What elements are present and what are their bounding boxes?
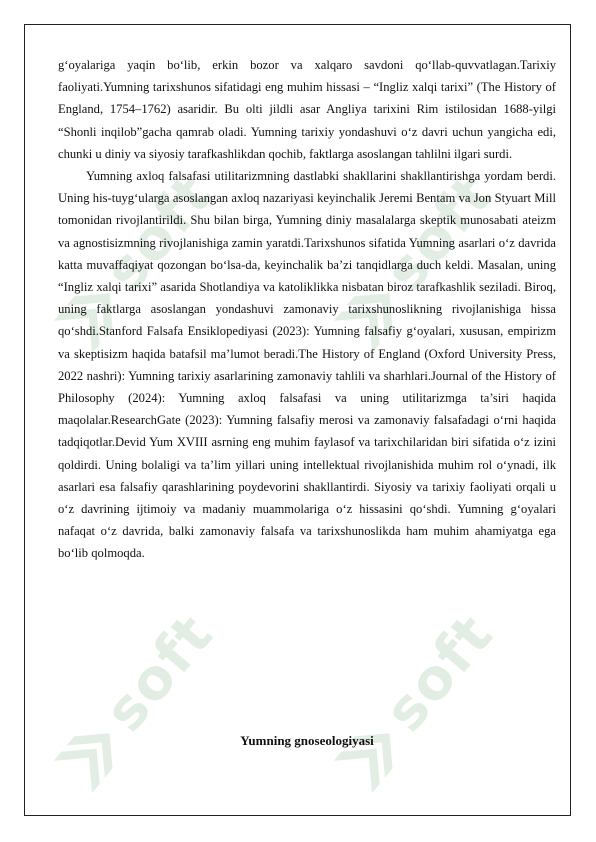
watermark-text: soft [372,601,507,744]
paragraph-1: g‘oyalariga yaqin bo‘lib, erkin bozor va xalqaro savdoni qo‘llab-quvvatlagan.Tarixiy faoliyati.Yumning tarixshunos sifatidagi eng muhim hissasi – “Ingliz xalqi tarixi” (The History of England, 1754–1762) asaridir. Bu olti jildli asar Angliya tarixini Rim istilosidan 1688-yilgi “Shonli inqilob”gacha qamrab oladi. Yumning tarixiy yondashuvi o‘z davri uchun yangicha edi, chunki u diniy va siyosiy tarafkashlikdan qochib, faktlarga asoslangan tahlilni ilgari surdi. [58,58,556,161]
watermark-text: soft [372,161,507,304]
watermark-text: soft [92,161,227,304]
paragraph-2: Yumning axloq falsafasi utilitarizmning dastlabki shakllarini shakllantirishga yordam berdi. Uning his-tuyg‘ularga asoslangan axloq nazariyasi keyinchalik Jeremi Bentam va Jon Styuart Mill tomonidan rivojlantirildi. Shu bilan birga, Yumning diniy masalalarga skeptik munosabati ateizm va agnostisizmning rivojlanishiga zamin yaratdi.Tarixshunos sifatida Yumning asarlari o‘z davrida katta muvaffaqiyat qozongan bo‘lsa-da, keyinchalik ba’zi tanqidlarga duch keldi. Masalan, uning “Ingliz xalqi tarixi” asarida Shotlandiya va katoliklikka nisbatan biroz tarafkashlik seziladi. Biroq, uning faktlarga asoslangan yondashuvi zamonaviy tarixshunoslikning rivojlanishiga hissa qo‘shdi.Stanford Falsafa Ensiklopediyasi (2023): Yumning falsafiy g‘oyalari, xususan, empirizm va skeptisizm haqida batafsil ma’lumot beradi.The History of England (Oxford University Press, 2022 nashri): Yumning tarixiy asarlarining zamonaviy tahlili va sharhlari.Journal of the History of Philosophy (2024): Yumning axloq falsafasi va uning utilitarizmga ta’siri haqida maqolalar.ResearchGate (2023): Yumning falsafiy merosi va zamonaviy falsafadagi o‘rni haqida tadqiqotlar.Devid Yum XVIII asrning eng muhim faylasof va tarixchilaridan biri sifatida o‘z izini qoldirdi. Uning bolaligi va ta’lim yillari uning intellektual rivojlanishida muhim rol o‘ynadi, ilk asarlari esa falsafiy qarashlarining poydevorini shakllantirdi. Siyosiy va tarixiy faoliyati orqali u o‘z davrining ijtimoiy va madaniy muammolariga o‘z hissasini qo‘shdi. Yumning g‘oyalari nafaqat o‘z davrida, balki zamonaviy falsafa va tarixshunoslikda ham muhim ahamiyatga ega bo‘lib qolmoqda. [58,169,556,561]
document-body [58,54,556,565]
watermark-text: soft [92,601,227,744]
section-heading: Yumning gnoseologiyasi [240,733,374,748]
